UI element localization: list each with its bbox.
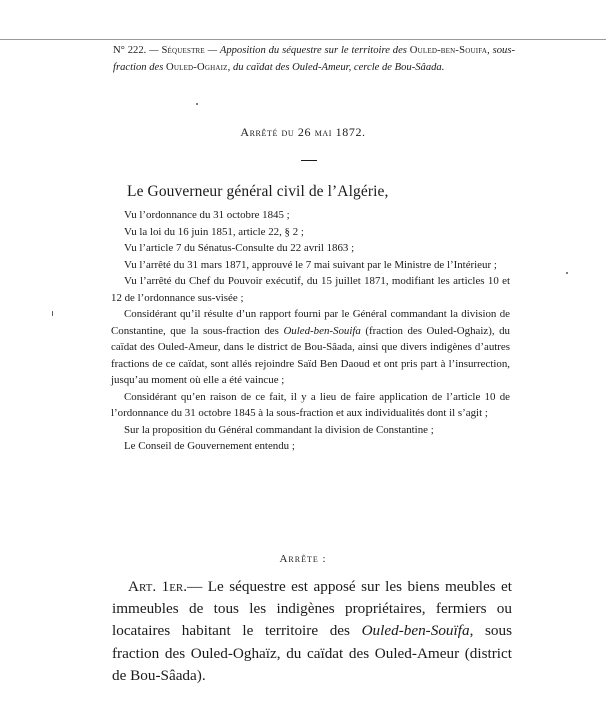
article-tribe-name: Ouled-ben-Souïfa [361, 622, 470, 640]
header-dash: — [207, 45, 218, 56]
visa-paragraph: Vu l’ordonnance du 31 octobre 1845 ; [124, 209, 290, 221]
visa-paragraph: Vu l’article 7 du Sénatus-Consulte du 22 avril 1863 ; [124, 242, 355, 254]
council-paragraph: Le Conseil de Gouvernement entendu ; [124, 440, 295, 452]
print-speck [196, 103, 198, 105]
decree-body [111, 207, 510, 455]
header-dash: — [149, 45, 159, 56]
article-label: Art. 1er. [128, 578, 188, 595]
article-text: , sous fraction des Ouled-Oghaïz, du caïdat des Ouled-Ameur (district de Bou-Sâada). [112, 622, 512, 684]
article-dash: — [187, 578, 203, 595]
header-tribe-1: Ouled-ben-Souifa [409, 45, 488, 56]
article-text: Le séquestre est apposé sur les biens meubles et immeubles de tous les indigènes propriétaires, fermiers ou locataires habitant le territoire des [112, 578, 513, 640]
header-mid: , sous-fraction des [113, 45, 515, 73]
header-tribe-2: Ouled-Oghaiz [165, 62, 228, 73]
considerant-paragraph: Considérant qu’en raison de ce fait, il y a lieu de faire application de l’article 10 de l’ordonnance du 31 octobre 1845 à la sous-fraction et aux individualités dont il s’agit ; [111, 390, 510, 419]
header-subject: Apposition du séquestre sur le territoire [219, 45, 390, 56]
article-1 [112, 576, 512, 687]
sequestre-word: Séquestre [161, 45, 205, 56]
arrete-heading: Arrête : [279, 553, 327, 565]
visa-paragraph: Vu l’arrêté du Chef du Pouvoir exécutif, du 15 juillet 1871, modifiant les articles 10 et 12 de l’ordonnance sus-visée ; [111, 275, 510, 304]
visa-paragraph: Vu l’arrêté du 31 mars 1871, approuvé le 7 mai suivant par le Ministre de l’Intérieur ; [124, 258, 497, 271]
considerant-text: Considérant qu’il résulte d’un rapport fourni par le Général commandant la division de Constantine, que la sous-fraction des [111, 308, 510, 337]
considerant-paragraph [111, 306, 510, 389]
decree-header: N° 222. — Séquestre — Apposition du séquestre sur le territoire des Ouled-ben-Souifa, sous-fraction des Ouled-Oghaiz, du caïdat des Ouled-Ameur, cercle de Bou-Sâada. [113, 45, 515, 73]
title-separator [301, 160, 317, 161]
visa-paragraph: Vu la loi du 16 juin 1851, article 22, § 2 ; [124, 225, 304, 238]
considerant-text: (fraction des Ouled-Oghaiz), du caïdat des Ouled-Ameur, dans le district de Bou-Sâada, ainsi que divers indigènes d’autres fractions de ce caïdat, sont allés rejoindre Saïd Ben Daoud et ont pris part à l’insurrection, jusqu’au moment où elle a été vaincue ; [111, 324, 510, 386]
tribe-name: Ouled-ben-Souifa [283, 324, 361, 337]
header-end: , du caïdat des Ouled-Ameur, cercle de Bou-Sâada. [227, 62, 445, 73]
proposal-paragraph: Sur la proposition du Général commandant la division de Constantine ; [124, 423, 434, 436]
print-speck [52, 311, 53, 316]
governor-line: Le Gouverneur général civil de l’Algérie, [127, 183, 389, 200]
print-speck [566, 272, 568, 274]
decree-title: Arrêté du 26 mai 1872. [240, 125, 366, 139]
decree-number: N° 222. [113, 45, 147, 56]
